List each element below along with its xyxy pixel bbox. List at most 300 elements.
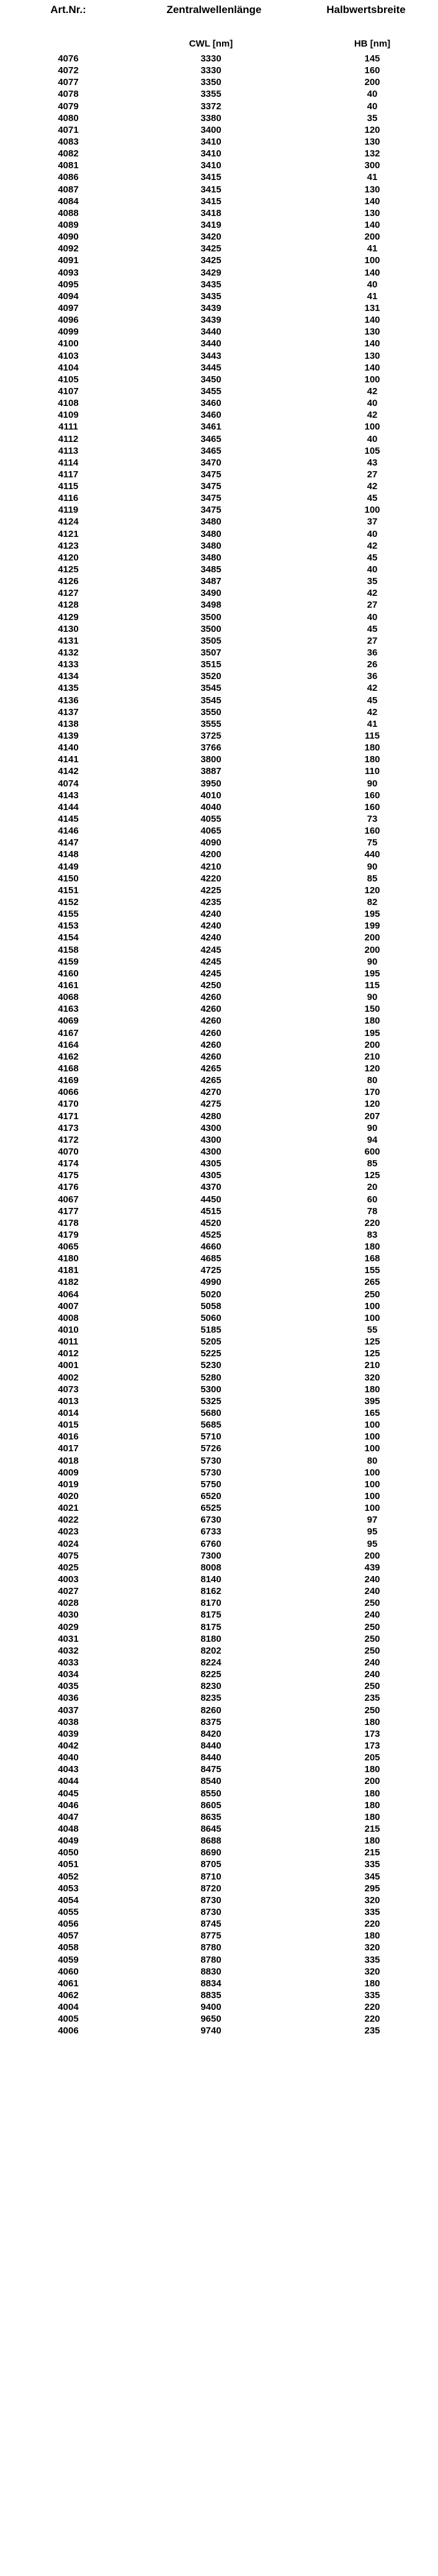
hb-cell: 90: [367, 992, 378, 1003]
hb-cell: 95: [367, 1538, 378, 1549]
article-number-cell: 4175: [58, 1170, 79, 1181]
article-number-cell: 4033: [58, 1657, 79, 1668]
hb-cell: 45: [367, 493, 378, 504]
hb-cell: 180: [364, 1978, 380, 1989]
article-number-cell: 4130: [58, 623, 79, 634]
cwl-cell: 8420: [200, 1728, 221, 1739]
article-number-cell: 4081: [58, 160, 79, 171]
article-number-cell: 4150: [58, 873, 79, 884]
article-number-cell: 4105: [58, 374, 79, 385]
article-number-cell: 4126: [58, 576, 79, 587]
article-number-cell: 4103: [58, 350, 79, 361]
table-row: [0, 1823, 438, 1835]
article-number-cell: 4176: [58, 1182, 79, 1193]
hb-cell: 180: [364, 1835, 380, 1847]
cwl-cell: 5060: [200, 1312, 221, 1323]
cwl-cell: 3415: [200, 196, 221, 207]
hb-cell: 26: [367, 659, 378, 670]
cwl-cell: 3500: [200, 623, 221, 634]
article-number-cell: 4055: [58, 1906, 79, 1917]
article-number-cell: 4009: [58, 1467, 79, 1478]
table-row: [0, 742, 438, 754]
table-row: [0, 849, 438, 860]
table-row: [0, 492, 438, 504]
article-number-cell: 4138: [58, 718, 79, 729]
article-number-cell: 4020: [58, 1491, 79, 1502]
table-row: [0, 754, 438, 765]
article-number-cell: 4145: [58, 814, 79, 824]
table-row: [0, 1455, 438, 1467]
article-number-cell: 4089: [58, 219, 79, 230]
article-number-cell: 4021: [58, 1503, 79, 1514]
table-row: [0, 1276, 438, 1288]
cwl-cell: 3450: [200, 374, 221, 385]
cwl-cell: 3465: [200, 433, 221, 444]
hb-cell: 200: [364, 1776, 380, 1787]
cwl-cell: 3725: [200, 731, 221, 742]
cwl-cell: 3480: [200, 552, 221, 563]
hb-cell: 40: [367, 89, 378, 100]
hb-cell: 85: [367, 1158, 378, 1169]
table-row: [0, 1799, 438, 1811]
hb-cell: 320: [364, 1894, 380, 1906]
cwl-cell: 8230: [200, 1681, 221, 1692]
hb-cell: 95: [367, 1526, 378, 1538]
cwl-cell: 5730: [200, 1455, 221, 1466]
table-row: [0, 1597, 438, 1609]
table-row: [0, 1122, 438, 1134]
cwl-cell: 5020: [200, 1289, 221, 1300]
article-number-cell: 4059: [58, 1954, 79, 1965]
hb-cell: 160: [364, 801, 380, 813]
article-number-cell: 4001: [58, 1360, 79, 1371]
hb-cell: 120: [364, 1063, 380, 1074]
hb-cell: 180: [364, 1764, 380, 1775]
table-row: [0, 160, 438, 171]
article-number-cell: 4093: [58, 267, 79, 278]
hb-cell: 27: [367, 635, 378, 646]
article-number-cell: 4052: [58, 1871, 79, 1882]
article-number-cell: 4068: [58, 992, 79, 1003]
hb-cell: 150: [364, 1004, 380, 1015]
cwl-cell: 3800: [200, 754, 221, 765]
table-row: [0, 1194, 438, 1205]
article-number-cell: 4064: [58, 1289, 79, 1300]
cwl-cell: 4260: [200, 1051, 221, 1062]
table-row: [0, 885, 438, 896]
table-row: [0, 1858, 438, 1870]
table-row: [0, 2025, 438, 2037]
cwl-cell: 9650: [200, 2014, 221, 2025]
table-row: [0, 1788, 438, 1799]
table-row: [0, 1871, 438, 1883]
article-number-cell: 4097: [58, 302, 79, 313]
hb-cell: 100: [364, 1443, 380, 1454]
article-number-cell: 4164: [58, 1039, 79, 1050]
article-number-cell: 4079: [58, 101, 79, 112]
hb-cell: 100: [364, 505, 380, 516]
article-number-cell: 4178: [58, 1217, 79, 1228]
hb-cell: 160: [364, 826, 380, 837]
hb-cell: 335: [364, 1989, 380, 2001]
hb-cell: 199: [364, 921, 380, 932]
article-number-cell: 4061: [58, 1978, 79, 1989]
cwl-cell: 8775: [200, 1930, 221, 1942]
cwl-cell: 4260: [200, 1039, 221, 1050]
table-row: [0, 1562, 438, 1574]
hb-cell: 125: [364, 1336, 380, 1348]
table-row: [0, 480, 438, 492]
cwl-cell: 3435: [200, 279, 221, 290]
table-row: [0, 1407, 438, 1419]
table-row: [0, 1467, 438, 1479]
cwl-cell: 8375: [200, 1716, 221, 1727]
hb-cell: 75: [367, 837, 378, 849]
article-number-cell: 4076: [58, 53, 79, 64]
cwl-cell: 3439: [200, 315, 221, 326]
cwl-cell: 6730: [200, 1515, 221, 1526]
hb-cell: 41: [367, 243, 378, 254]
table-row: [0, 409, 438, 421]
hb-cell: 345: [364, 1871, 380, 1882]
article-number-cell: 4062: [58, 1989, 79, 2001]
hb-cell: 173: [364, 1728, 380, 1739]
table-row: [0, 1692, 438, 1704]
cwl-cell: 3515: [200, 659, 221, 670]
article-number-cell: 4019: [58, 1479, 79, 1490]
article-number-cell: 4168: [58, 1063, 79, 1074]
table-row: [0, 1134, 438, 1146]
cwl-cell: 8605: [200, 1799, 221, 1811]
hb-cell: 250: [364, 1645, 380, 1656]
table-row: [0, 457, 438, 469]
cwl-cell: 3425: [200, 255, 221, 266]
table-row: [0, 813, 438, 825]
table-row: [0, 1657, 438, 1669]
hb-cell: 140: [364, 196, 380, 207]
hb-cell: 240: [364, 1669, 380, 1680]
hb-cell: 100: [364, 1300, 380, 1312]
article-number-cell: 4030: [58, 1610, 79, 1621]
hb-cell: 235: [364, 1693, 380, 1704]
table-row: [0, 302, 438, 314]
hb-cell: 40: [367, 101, 378, 112]
table-row: [0, 528, 438, 540]
article-number-cell: 4027: [58, 1586, 79, 1597]
article-number-cell: 4035: [58, 1681, 79, 1692]
cwl-cell: 8780: [200, 1942, 221, 1953]
article-number-cell: 4043: [58, 1764, 79, 1775]
article-number-cell: 4045: [58, 1788, 79, 1799]
table-row: [0, 908, 438, 920]
hb-cell: 220: [364, 2014, 380, 2025]
cwl-cell: 3545: [200, 683, 221, 694]
article-number-cell: 4132: [58, 647, 79, 659]
article-number-cell: 4161: [58, 980, 79, 991]
article-number-cell: 4099: [58, 327, 79, 338]
table-row: [0, 2013, 438, 2025]
article-number-cell: 4034: [58, 1669, 79, 1680]
hb-cell: 36: [367, 671, 378, 682]
cwl-cell: 4685: [200, 1253, 221, 1264]
hb-cell: 295: [364, 1883, 380, 1894]
table-row: [0, 552, 438, 564]
article-number-cell: 4128: [58, 600, 79, 611]
cwl-cell: 8180: [200, 1633, 221, 1644]
hb-cell: 130: [364, 327, 380, 338]
article-number-cell: 4158: [58, 944, 79, 955]
hb-cell: 220: [364, 2002, 380, 2013]
hb-cell: 45: [367, 552, 378, 563]
article-number-cell: 4160: [58, 968, 79, 979]
hb-cell: 40: [367, 433, 378, 444]
hb-cell: 80: [367, 1075, 378, 1086]
article-number-cell: 4115: [58, 481, 79, 492]
article-number-cell: 4086: [58, 172, 79, 183]
cwl-cell: 3505: [200, 635, 221, 646]
hb-cell: 100: [364, 1431, 380, 1443]
cwl-cell: 3460: [200, 410, 221, 421]
cwl-cell: 8202: [200, 1645, 221, 1656]
cwl-cell: 8720: [200, 1883, 221, 1894]
hb-cell: 35: [367, 576, 378, 587]
article-number-cell: 4173: [58, 1122, 79, 1133]
table-row: [0, 825, 438, 837]
cwl-cell: 4300: [200, 1134, 221, 1145]
hb-cell: 250: [364, 1598, 380, 1609]
hb-cell: 155: [364, 1265, 380, 1276]
article-number-cell: 4023: [58, 1526, 79, 1538]
cwl-cell: 4010: [200, 790, 221, 801]
table-row: [0, 362, 438, 374]
table-row: [0, 124, 438, 136]
article-number-cell: 4096: [58, 315, 79, 326]
table-row: [0, 635, 438, 647]
table-row: [0, 1169, 438, 1181]
table-row: [0, 469, 438, 480]
article-number-cell: 4047: [58, 1811, 79, 1822]
table-row: [0, 231, 438, 243]
cwl-cell: 4240: [200, 909, 221, 920]
cwl-cell: 4260: [200, 992, 221, 1003]
article-number-cell: 4058: [58, 1942, 79, 1953]
cwl-cell: 3418: [200, 207, 221, 218]
article-number-cell: 4018: [58, 1455, 79, 1466]
filter-table-body: [0, 53, 438, 2037]
cwl-cell: 8175: [200, 1610, 221, 1621]
hb-cell: 85: [367, 873, 378, 884]
cwl-cell: 8710: [200, 1871, 221, 1882]
article-number-cell: 4090: [58, 232, 79, 243]
hb-cell: 180: [364, 1799, 380, 1811]
article-number-cell: 4180: [58, 1253, 79, 1264]
table-row: [0, 1110, 438, 1122]
hb-cell: 180: [364, 1241, 380, 1253]
article-number-cell: 4163: [58, 1004, 79, 1015]
cwl-cell: 3372: [200, 101, 221, 112]
table-row: [0, 1253, 438, 1264]
cwl-cell: 3475: [200, 469, 221, 480]
article-number-cell: 4100: [58, 338, 79, 349]
table-row: [0, 730, 438, 742]
table-row: [0, 76, 438, 88]
hb-cell: 41: [367, 718, 378, 729]
article-number-cell: 4155: [58, 909, 79, 920]
article-number-cell: 4112: [58, 433, 79, 444]
cwl-cell: 4245: [200, 968, 221, 979]
hb-cell: 195: [364, 1027, 380, 1038]
article-number-cell: 4148: [58, 849, 79, 860]
cwl-cell: 8780: [200, 1954, 221, 1965]
table-row: [0, 1372, 438, 1384]
table-row: [0, 1443, 438, 1454]
table-row: [0, 1835, 438, 1847]
table-row: [0, 670, 438, 682]
hb-cell: 220: [364, 1217, 380, 1228]
table-row: [0, 1526, 438, 1538]
cwl-cell: 4275: [200, 1099, 221, 1110]
article-number-cell: 4012: [58, 1348, 79, 1359]
table-row: [0, 1205, 438, 1217]
cwl-cell: 4520: [200, 1217, 221, 1228]
article-number-cell: 4007: [58, 1300, 79, 1312]
table-row: [0, 1312, 438, 1324]
hb-cell: 250: [364, 1621, 380, 1633]
article-number-cell: 4139: [58, 731, 79, 742]
table-row: [0, 1502, 438, 1514]
cwl-cell: 3460: [200, 398, 221, 409]
table-row: [0, 896, 438, 908]
article-number-cell: 4172: [58, 1134, 79, 1145]
cwl-cell: 4250: [200, 980, 221, 991]
article-number-cell: 4171: [58, 1110, 79, 1122]
table-row: [0, 326, 438, 338]
table-row: [0, 1918, 438, 1930]
table-row: [0, 1336, 438, 1348]
cwl-cell: 3550: [200, 706, 221, 718]
table-row: [0, 1181, 438, 1193]
cwl-cell: 3330: [200, 53, 221, 64]
article-number-cell: 4137: [58, 706, 79, 718]
table-row: [0, 148, 438, 160]
article-number-cell: 4011: [58, 1336, 79, 1348]
hb-cell: 115: [364, 980, 380, 991]
cwl-cell: 8830: [200, 1966, 221, 1977]
hb-cell: 207: [364, 1110, 380, 1122]
cwl-cell: 3355: [200, 89, 221, 100]
article-number-cell: 4114: [58, 457, 79, 468]
hb-cell: 36: [367, 647, 378, 659]
cwl-cell: 3465: [200, 445, 221, 456]
cwl-cell: 4245: [200, 944, 221, 955]
cwl-cell: 4210: [200, 861, 221, 872]
cwl-cell: 5680: [200, 1408, 221, 1419]
article-number-cell: 4075: [58, 1550, 79, 1561]
hb-cell: 130: [364, 207, 380, 218]
hb-cell: 41: [367, 290, 378, 302]
article-number-cell: 4070: [58, 1146, 79, 1157]
table-row: [0, 1395, 438, 1407]
table-row: [0, 956, 438, 968]
table-row: [0, 718, 438, 730]
article-number-cell: 4010: [58, 1325, 79, 1336]
cwl-cell: 4240: [200, 932, 221, 943]
table-row: [0, 1585, 438, 1597]
table-row: [0, 1930, 438, 1942]
article-number-cell: 4092: [58, 243, 79, 254]
table-row: [0, 1574, 438, 1585]
cwl-cell: 3435: [200, 290, 221, 302]
cwl-cell: 4225: [200, 885, 221, 896]
article-number-cell: 4056: [58, 1919, 79, 1930]
cwl-cell: 7300: [200, 1550, 221, 1561]
cwl-cell: 3443: [200, 350, 221, 361]
table-row: [0, 920, 438, 932]
table-row: [0, 314, 438, 326]
table-row: [0, 1359, 438, 1371]
article-number-cell: 4022: [58, 1515, 79, 1526]
article-number-cell: 4140: [58, 742, 79, 754]
cwl-cell: 3490: [200, 588, 221, 599]
article-number-cell: 4028: [58, 1598, 79, 1609]
table-row: [0, 706, 438, 718]
hb-cell: 90: [367, 1122, 378, 1133]
hb-cell: 110: [364, 766, 380, 777]
article-number-cell: 4109: [58, 410, 79, 421]
hb-cell: 265: [364, 1277, 380, 1288]
cwl-cell: 3461: [200, 421, 221, 433]
article-number-cell: 4141: [58, 754, 79, 765]
article-number-cell: 4136: [58, 695, 79, 706]
cwl-cell: 4040: [200, 801, 221, 813]
hb-cell: 125: [364, 1348, 380, 1359]
table-row: [0, 1740, 438, 1752]
hb-cell: 131: [364, 302, 380, 313]
hb-cell: 250: [364, 1681, 380, 1692]
hb-cell: 100: [364, 255, 380, 266]
cwl-cell: 3419: [200, 219, 221, 230]
hb-cell: 140: [364, 267, 380, 278]
table-row: [0, 1348, 438, 1359]
cwl-cell: 3766: [200, 742, 221, 754]
article-number-cell: 4133: [58, 659, 79, 670]
cwl-cell: 9400: [200, 2002, 221, 2013]
cwl-cell: 3500: [200, 611, 221, 623]
cwl-cell: 4660: [200, 1241, 221, 1253]
table-row: [0, 611, 438, 623]
cwl-cell: 3330: [200, 65, 221, 76]
table-row: [0, 421, 438, 433]
table-row: [0, 540, 438, 552]
hb-cell: 130: [364, 136, 380, 147]
table-row: [0, 290, 438, 302]
article-number-cell: 4004: [58, 2002, 79, 2013]
table-row: [0, 1966, 438, 1978]
hb-cell: 42: [367, 540, 378, 551]
cwl-cell: 4220: [200, 873, 221, 884]
article-number-cell: 4169: [58, 1075, 79, 1086]
cwl-cell: 3415: [200, 184, 221, 195]
article-number-cell: 4036: [58, 1693, 79, 1704]
table-row: [0, 112, 438, 124]
article-number-cell: 4151: [58, 885, 79, 896]
cwl-cell: 4090: [200, 837, 221, 849]
table-row: [0, 1728, 438, 1740]
table-row: [0, 932, 438, 943]
table-row: [0, 1763, 438, 1775]
article-number-cell: 4147: [58, 837, 79, 849]
table-row: [0, 1264, 438, 1276]
